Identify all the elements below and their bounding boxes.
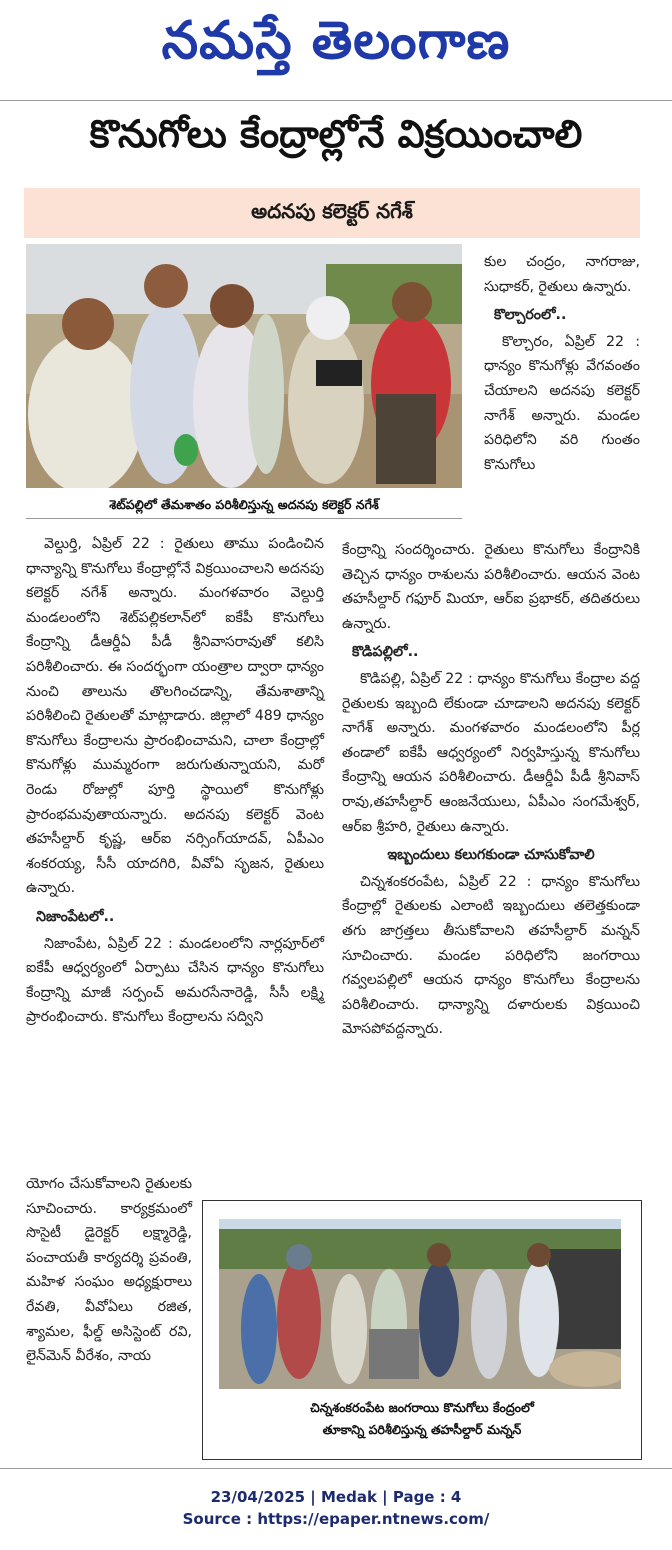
column-right xyxy=(342,538,640,1042)
paragraph: కేంద్రాన్ని సందర్శించారు. రైతులు కొనుగోలు కేంద్రానికి తెచ్చిన ధాన్యం రాశులను పరిశీలించారు. ఆయన వెంట తహసీల్దార్ గఫూర్ మియా, ఆర్ఐ ప్రభాకర్, తదితరులు ఉన్నారు. xyxy=(342,542,640,632)
masthead-title: నమస్తే తెలంగాణ xyxy=(161,10,511,71)
paragraph: కుల చంద్రం, నాగరాజు, సుధాకర్, రైతులు ఉన్నారు. xyxy=(484,254,640,295)
section-heading-kolcharam: కొల్చారంలో.. xyxy=(494,307,567,324)
column-left-continued xyxy=(26,1172,192,1369)
paragraph: వెల్దుర్తి, ఏప్రిల్ 22 : రైతులు తాము పండించిన ధాన్యాన్ని కొనుగోలు కేంద్రాల్లోనే విక్రయించాలని అదనపు కలెక్టర్ నగేశ్ అన్నారు. మంగళవారం వెల్దుర్తి మండలంలోని శెట్‌పల్లికలాన్‌లో ఐకేపీ కొనుగోలు కేంద్రాన్ని డీఆర్డీఏ పీడీ శ్రీనివాసరావుతో కలిసి పరిశీలించారు. ఈ సందర్భంగా యంత్రాల ద్వారా ధాన్యం నుంచి తాలును తొలగించడాన్ని, తేమశాతాన్ని పరిశీలించి రైతులతో మాట్లాడారు. జిల్లాలో 489 ధాన్యం కొనుగోలు కేంద్రాలను ప్రారంభించామని, చాలా కేంద్రాల్లో కొనుగోళ్లు ముమ్మరంగా జరుగుతున్నాయని, మరో రెండు రోజుల్లో పూర్తి స్థాయిలో కొనుగోళ్లు ప్రారంభమవుతాయన్నారు. అదనపు కలెక్టర్ వెంట తహసీల్దార్ కృష్ణ, ఆర్ఐ నర్సింగ్‌యాదవ్, ఏపీఎం శంకరయ్య, సీసీ యాదగిరి, వీవోఏ సృజన, రైతులు ఉన్నారు. xyxy=(26,536,324,897)
photo1-caption: శెట్‌పల్లిలో తేమశాతం పరిశీలిస్తున్న అదనపు కలెక్టర్ నగేశ్ xyxy=(26,492,462,519)
section-heading-kodipalli: కొడిపల్లిలో.. xyxy=(352,644,419,661)
column-left xyxy=(26,532,324,1030)
photo-collector-inspection xyxy=(26,244,462,488)
photo2-frame xyxy=(202,1200,642,1460)
section-heading-ibbandulu: ఇబ్బందులు కలుగకుండా చూసుకోవాలి xyxy=(387,847,595,864)
paragraph: కొడిపల్లి, ఏప్రిల్ 22 : ధాన్యం కొనుగోలు కేంద్రాల వద్ద రైతులకు ఇబ్బంది లేకుండా చూడాలని అదనపు కలెక్టర్ నాగేశ్ అన్నారు. మంగళవారం మండలంలోని పీర్ల తండాలో ఐకేపీ ఆధ్వర్యంలో నిర్వహిస్తున్న కొనుగోలు కేంద్రాన్ని ఆయన పరిశీలించారు. డీఆర్డీఏ పీడీ శ్రీనివాస్ రావు,తహసీల్దార్ ఆంజనేయులు, ఏపీఎం సంగమేశ్వర్, ఆర్ఐ శ్రీహరి, రైతులు ఉన్నారు. xyxy=(342,670,640,835)
paragraph: చిన్నశంకరంపేట, ఏప్రిల్ 22 : ధాన్యం కొనుగోలు కేంద్రాల్లో రైతులకు ఎలాంటి ఇబ్బందులు తలెత్తకుండా తగు జాగ్రత్తలు తీసుకోవాలని తహసీల్దార్ మన్నన్ సూచించారు. మండల పరిధిలోని జంగరాయి గవ్వలపల్లిలో ఆయన ధాన్యం కొనుగోలు కేంద్రాలను పరిశీలించారు. ధాన్యాన్ని దళారులకు విక్రయించి మోసపోవద్దన్నారు. xyxy=(342,873,640,1038)
photo2-caption xyxy=(209,1397,635,1441)
photo2-caption-line2: తూకాన్ని పరిశీలిస్తున్న తహసీల్దార్ మన్నన్ xyxy=(322,1422,522,1437)
paragraph: కొల్చారం, ఏప్రిల్ 22 : ధాన్యం కొనుగోళ్లు వేగవంతం చేయాలని అదనపు కలెక్టర్ నాగేశ్ అన్నారు. మండల పరిధిలోని వరి గుంతం కొనుగోలు xyxy=(484,333,640,473)
subhead-text: అదనపు కలెక్టర్ నగేశ్ xyxy=(251,198,413,223)
footer-date-edition: 23/04/2025 | Medak | Page : 4 xyxy=(210,1488,462,1506)
photo2-caption-line1: చిన్నశంకరంపేట జంగరాయి కొనుగోలు కేంద్రంలో xyxy=(310,1400,534,1415)
section-heading-nizampet: నిజాంపేటలో.. xyxy=(36,908,115,925)
article-subhead xyxy=(24,188,640,238)
masthead-rule xyxy=(0,100,672,101)
photo-tahsildar-weighing xyxy=(219,1219,621,1389)
paragraph: యోగం చేసుకోవాలని రైతులకు సూచించారు. కార్యక్రమంలో సొసైటీ డైరెక్టర్ లక్ష్మారెడ్డి, పంచాయతీ కార్యదర్శి ప్రవంతి, మహిళ సంఘం అధ్యక్షురాలు రేవతి, వీవోఏలు రజిత, శ్యామల, ఫీల్డ్ అసిస్టెంట్ రవి, లైన్‌మెన్ వీరేశం, నాయ xyxy=(26,1176,192,1365)
paragraph: నిజాంపేట, ఏప్రిల్ 22 : మండలంలోని నార్లపూర్‌లో ఐకేపీ ఆధ్వర్యంలో ఏర్పాటు చేసిన ధాన్యం కొనుగోలు కేంద్రాన్ని మాజీ సర్పంచ్ అమరసేనారెడ్డి, సీసీ లక్ష్మి ప్రారంభించారు. కొనుగోలు కేంద్రాలను సద్విని xyxy=(26,935,324,1026)
masthead xyxy=(0,0,672,86)
article-headline: కొనుగోలు కేంద్రాల్లోనే విక్రయించాలి xyxy=(89,112,583,156)
column-top-right xyxy=(484,250,640,477)
footer-source: Source : https://epaper.ntnews.com/ xyxy=(182,1510,490,1528)
footer-rule xyxy=(0,1468,672,1469)
